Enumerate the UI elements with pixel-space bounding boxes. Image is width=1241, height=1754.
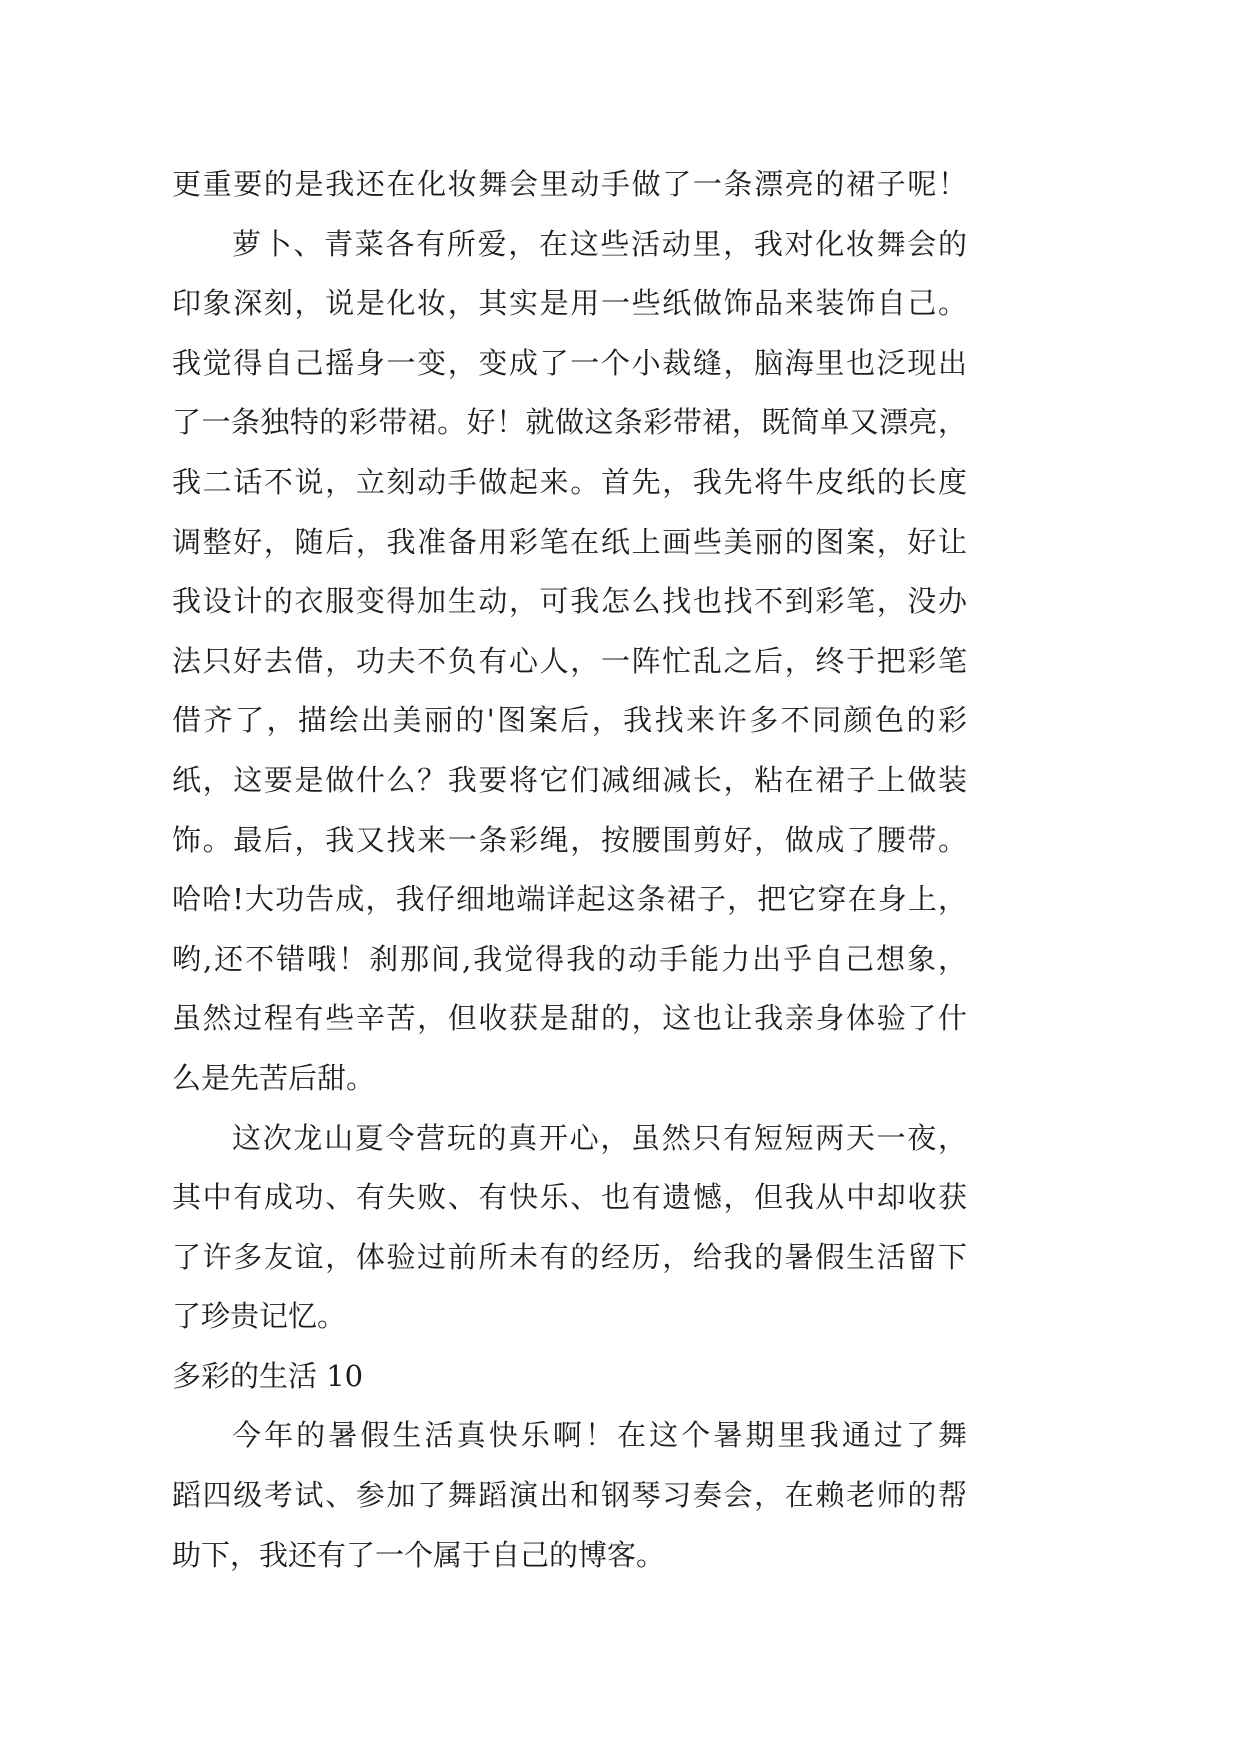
- text-line: 我二话不说，立刻动手做起来。首先，我先将牛皮纸的长度: [172, 464, 967, 499]
- text-line: 其中有成功、有失败、有快乐、也有遗憾，但我从中却收获: [172, 1180, 967, 1215]
- text-line: 调整好，随后，我准备用彩笔在纸上画些美丽的图案，好让: [172, 524, 967, 559]
- text-line: 我设计的衣服变得加生动，可我怎么找也找不到彩笔，没办: [172, 584, 967, 619]
- text-line: 饰。最后，我又找来一条彩绳，按腰围剪好，做成了腰带。: [172, 822, 967, 857]
- text-line: 今年的暑假生活真快乐啊！在这个暑期里我通过了舞: [232, 1418, 967, 1453]
- paragraph: [172, 215, 967, 1109]
- document-body: [172, 155, 967, 1585]
- text-line: 法只好去借，功夫不负有心人，一阵忙乱之后，终于把彩笔: [172, 643, 967, 678]
- text-line: 这次龙山夏令营玩的真开心，虽然只有短短两天一夜，: [232, 1120, 967, 1155]
- paragraph: [172, 1109, 967, 1347]
- text-line: 了一条独特的彩带裙。好！就做这条彩带裙，既简单又漂亮，: [172, 405, 967, 440]
- text-line: 虽然过程有些辛苦，但收获是甜的，这也让我亲身体验了什: [172, 1001, 967, 1036]
- text-line: 么是先苦后甜。: [172, 1060, 376, 1095]
- text-line: 印象深刻，说是化妆，其实是用一些纸做饰品来装饰自己。: [172, 286, 967, 321]
- text-line: 哟,还不错哦！刹那间,我觉得我的动手能力出乎自己想象，: [172, 941, 967, 976]
- text-line: 哈哈!大功告成，我仔细地端详起这条裙子，把它穿在身上，: [172, 882, 967, 917]
- text-line: 了珍贵记忆。: [172, 1299, 347, 1334]
- text-line: 我觉得自己摇身一变，变成了一个小裁缝，脑海里也泛现出: [172, 345, 967, 380]
- text-line: 萝卜、青菜各有所爱，在这些活动里，我对化妆舞会的: [232, 226, 967, 261]
- text-line: 借齐了，描绘出美丽的'图案后，我找来许多不同颜色的彩: [172, 703, 967, 738]
- text-line: 更重要的是我还在化妆舞会里动手做了一条漂亮的裙子呢！: [172, 167, 967, 201]
- paragraph: [172, 1406, 967, 1585]
- section-title: 多彩的生活 10: [172, 1358, 364, 1393]
- paragraph: [172, 155, 967, 215]
- text-line: 纸，这要是做什么？我要将它们减细减长，粘在裙子上做装: [172, 762, 967, 797]
- text-line: 蹈四级考试、参加了舞蹈演出和钢琴习奏会，在赖老师的帮: [172, 1478, 967, 1513]
- text-line: 了许多友谊，体验过前所未有的经历，给我的暑假生活留下: [172, 1239, 967, 1274]
- text-line: 助下，我还有了一个属于自己的博客。: [172, 1537, 666, 1572]
